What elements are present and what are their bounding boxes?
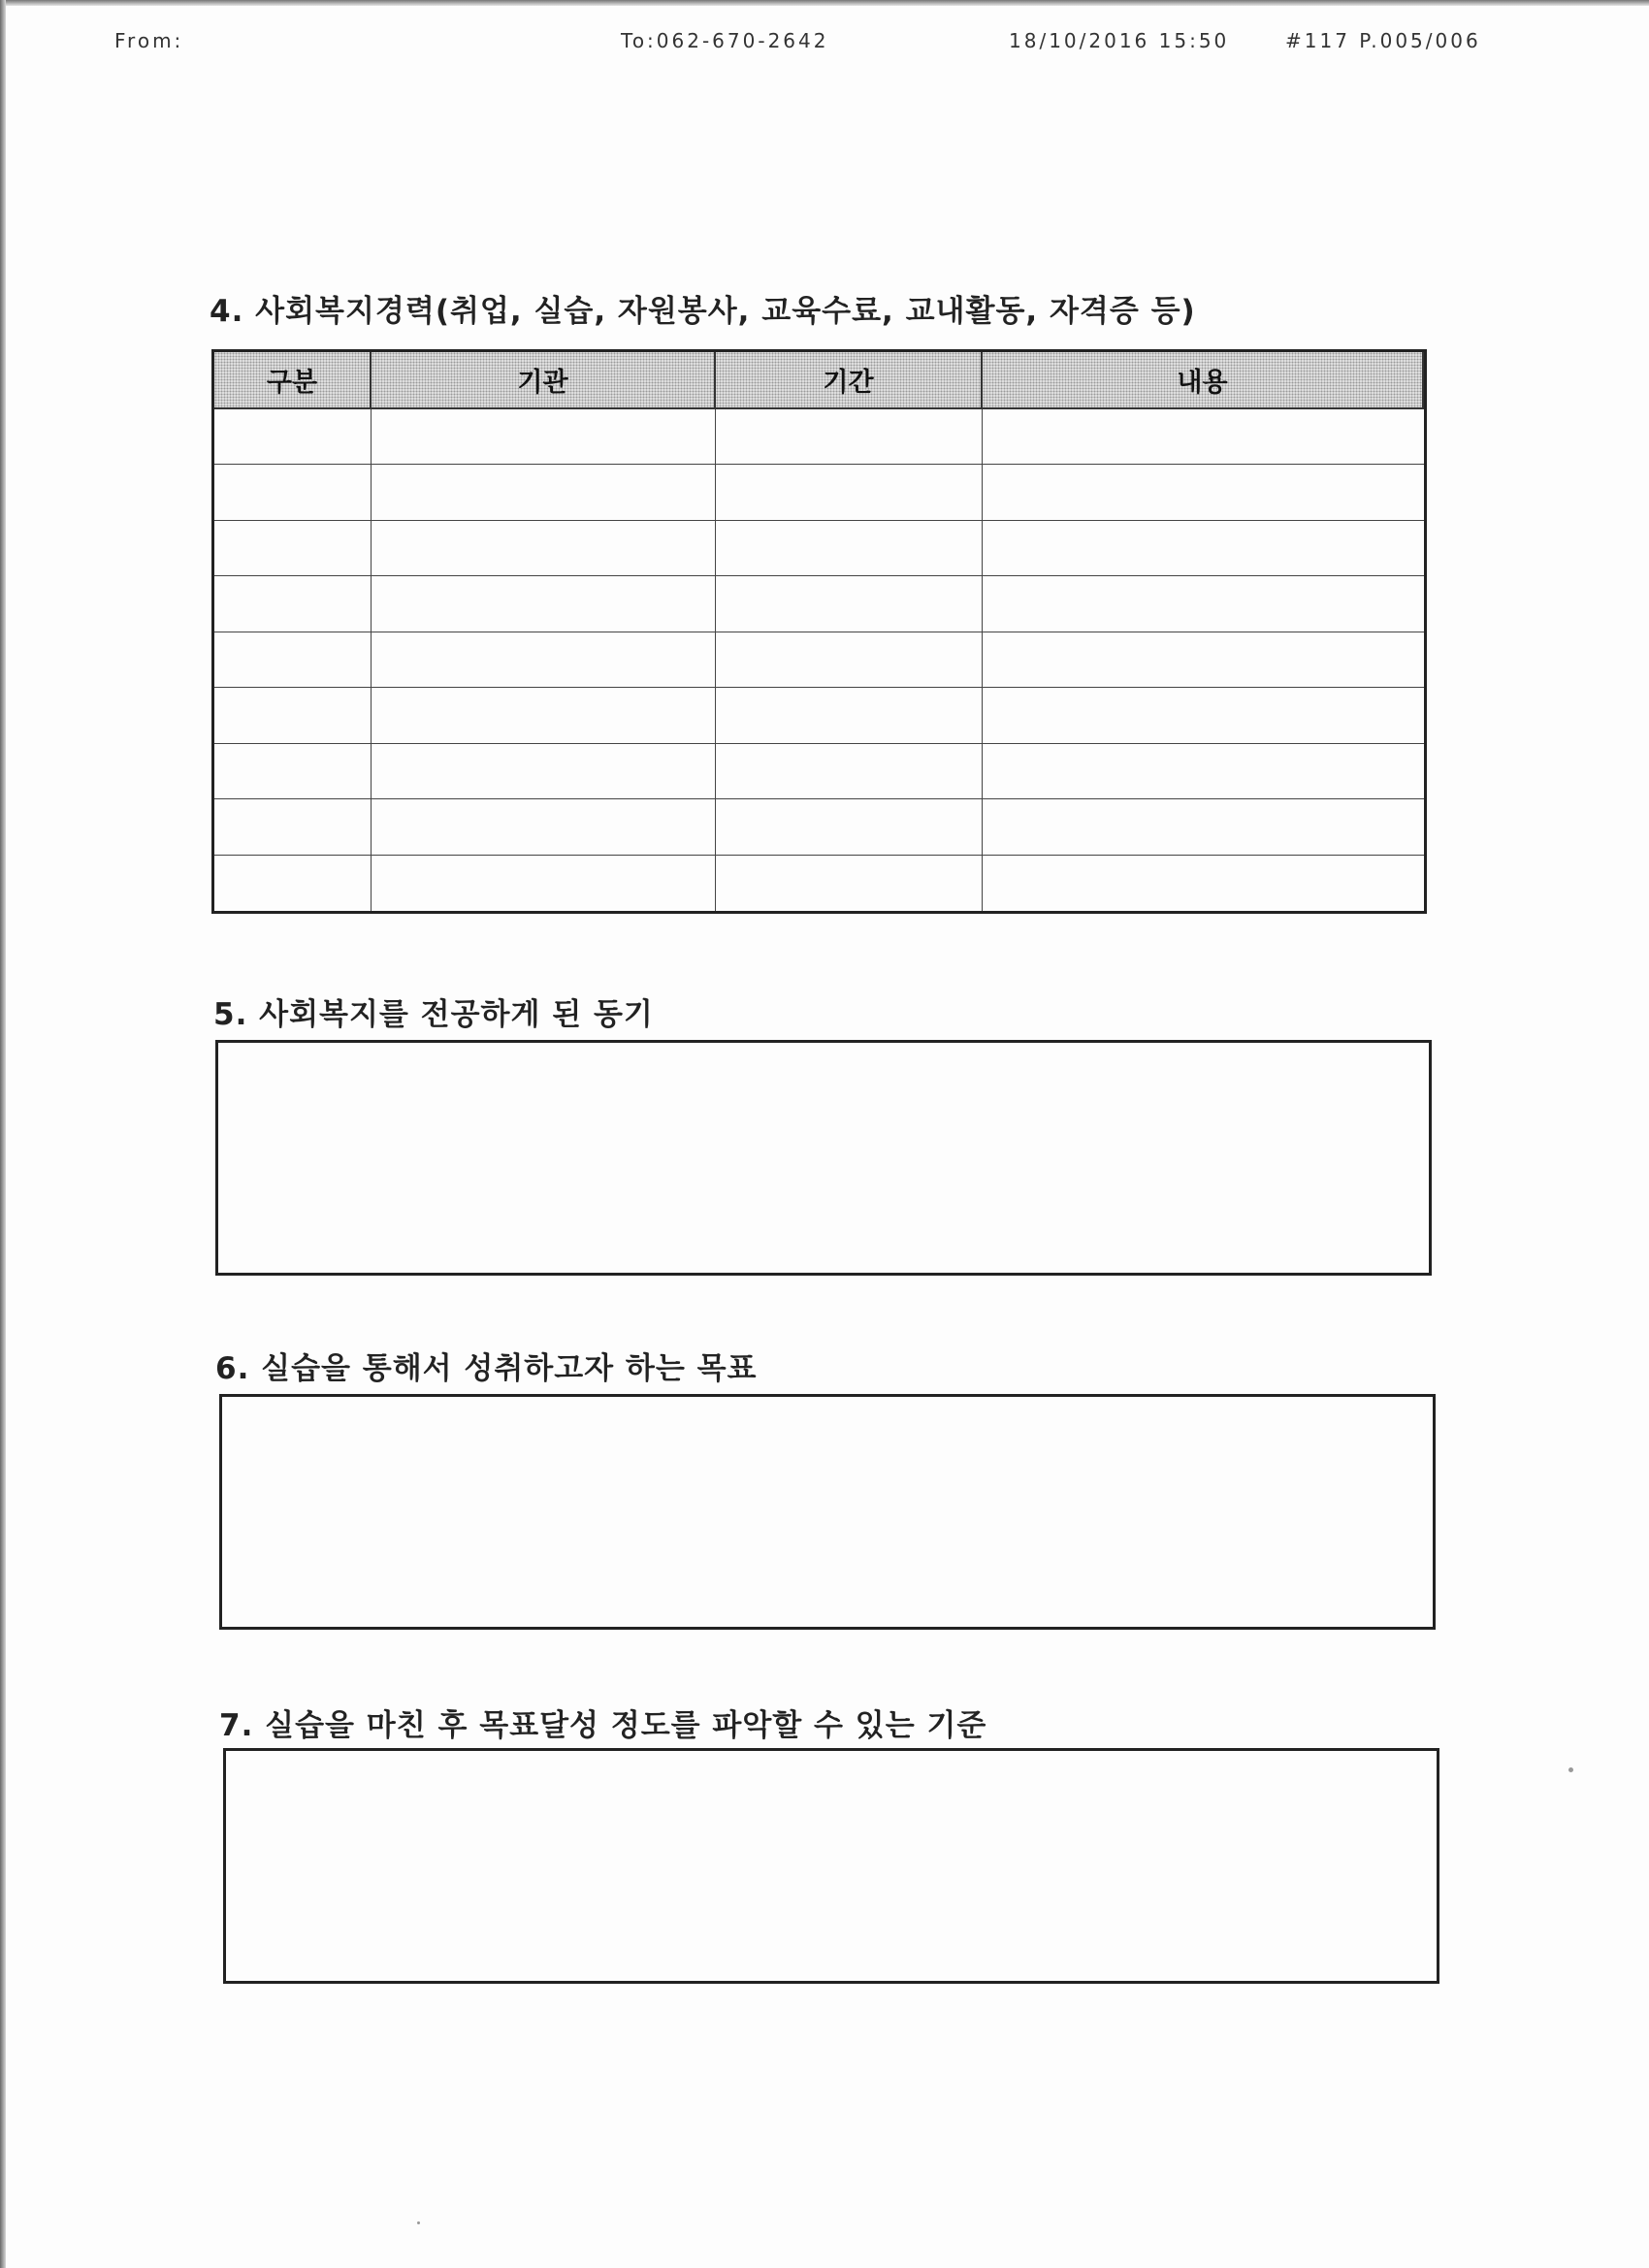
section7-title: 7. 실습을 마친 후 목표달성 정도를 파악할 수 있는 기준 <box>219 1708 987 1743</box>
table-cell[interactable] <box>214 576 372 632</box>
column-header-category: 구분 <box>214 352 372 409</box>
table-cell[interactable] <box>716 465 983 520</box>
scan-left-edge <box>0 0 6 2268</box>
scan-speck <box>417 2221 420 2224</box>
table-cell[interactable] <box>214 799 372 855</box>
table-cell[interactable] <box>983 856 1424 911</box>
table-cell[interactable] <box>983 632 1424 688</box>
table-cell[interactable] <box>372 688 716 743</box>
criteria-answer-box[interactable] <box>223 1748 1439 1984</box>
fax-header <box>0 29 1649 58</box>
table-cell[interactable] <box>214 521 372 576</box>
table-cell[interactable] <box>372 576 716 632</box>
table-cell[interactable] <box>716 799 983 855</box>
table-cell[interactable] <box>716 521 983 576</box>
table-cell[interactable] <box>372 632 716 688</box>
fax-datetime: 18/10/2016 15:50 <box>1009 29 1230 52</box>
table-cell[interactable] <box>716 632 983 688</box>
section5-title: 5. 사회복지를 전공하게 된 동기 <box>213 997 654 1032</box>
table-cell[interactable] <box>983 576 1424 632</box>
table-cell[interactable] <box>372 409 716 465</box>
goal-answer-box[interactable] <box>219 1394 1436 1630</box>
table-cell[interactable] <box>214 744 372 799</box>
table-cell[interactable] <box>716 744 983 799</box>
section4-title: 4. 사회복지경력(취업, 실습, 자원봉사, 교육수료, 교내활동, 자격증 등) <box>210 294 1196 329</box>
column-header-institution: 기관 <box>372 352 716 409</box>
section6-title: 6. 실습을 통해서 성취하고자 하는 목표 <box>215 1351 758 1386</box>
fax-to-number: To:062-670-2642 <box>621 29 829 52</box>
table-cell[interactable] <box>983 688 1424 743</box>
table-cell[interactable] <box>214 856 372 911</box>
column-header-content: 내용 <box>983 352 1424 409</box>
table-cell[interactable] <box>372 856 716 911</box>
table-cell[interactable] <box>214 688 372 743</box>
table-cell[interactable] <box>716 688 983 743</box>
table-cell[interactable] <box>983 521 1424 576</box>
table-cell[interactable] <box>716 576 983 632</box>
scan-speck <box>1568 1767 1573 1772</box>
motivation-answer-box[interactable] <box>215 1040 1432 1276</box>
table-cell[interactable] <box>716 409 983 465</box>
scan-top-edge <box>0 0 1649 6</box>
fax-page-number: #117 P.005/006 <box>1285 29 1481 52</box>
fax-from: From: <box>114 29 184 52</box>
table-cell[interactable] <box>214 465 372 520</box>
table-cell[interactable] <box>372 799 716 855</box>
table-cell[interactable] <box>983 799 1424 855</box>
column-header-period: 기간 <box>716 352 983 409</box>
table-cell[interactable] <box>372 465 716 520</box>
table-cell[interactable] <box>983 409 1424 465</box>
table-cell[interactable] <box>983 465 1424 520</box>
table-cell[interactable] <box>716 856 983 911</box>
table-cell[interactable] <box>372 521 716 576</box>
table-cell[interactable] <box>214 632 372 688</box>
table-cell[interactable] <box>372 744 716 799</box>
table-cell[interactable] <box>214 409 372 465</box>
table-cell[interactable] <box>983 744 1424 799</box>
career-table <box>211 349 1427 914</box>
